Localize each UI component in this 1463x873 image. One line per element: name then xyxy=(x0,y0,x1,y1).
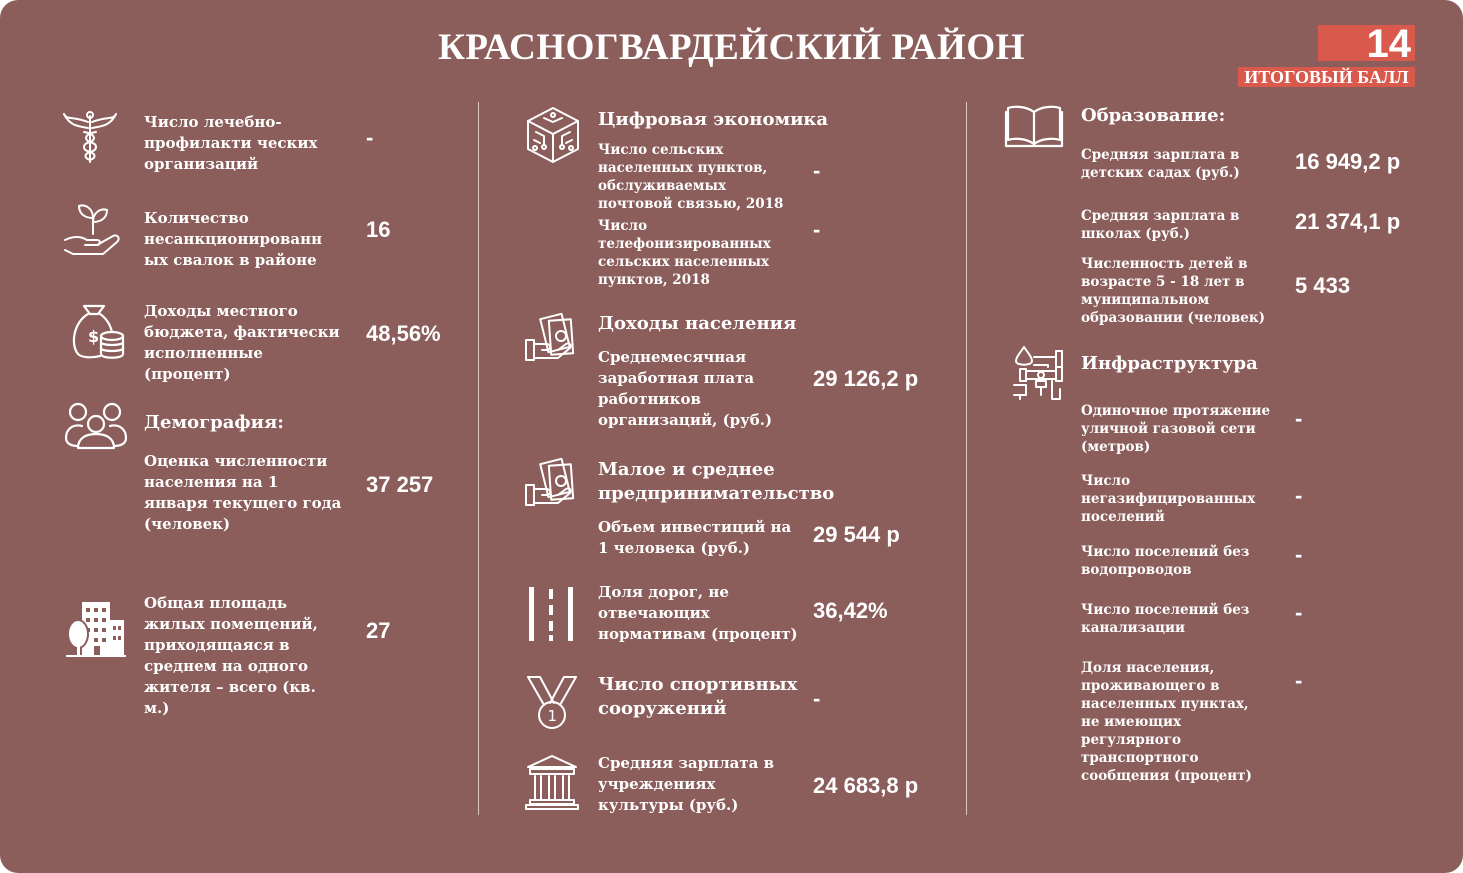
dumps-value: 16 xyxy=(366,217,391,242)
column-divider xyxy=(966,102,967,815)
digital-economy-heading: Цифровая экономика xyxy=(598,109,829,130)
buildings-icon xyxy=(66,598,126,658)
culture-salary-value: 24 683,8 р xyxy=(813,773,919,798)
no-water-label: Число поселений без водопроводов xyxy=(1081,544,1250,578)
housing-label: Общая площадь жилых помещений, приходящаяся в среднем на одного жителя – всего (кв. м.) xyxy=(144,594,318,717)
children-count-value: 5 433 xyxy=(1295,273,1351,298)
children-count-label: Численность детей в возрасте 5 - 18 лет в муниципальном образовании (человек) xyxy=(1081,256,1266,326)
money-bag-icon xyxy=(68,300,126,362)
avg-salary-label: Среднемесячная заработная плата работников организаций, (руб.) xyxy=(598,348,773,429)
demography-heading: Демография: xyxy=(144,412,284,433)
culture-salary-label: Средняя зарплата в учреждениях культуры (руб.) xyxy=(598,754,775,814)
postal-villages-value: - xyxy=(813,158,821,183)
budget-value: 48,56% xyxy=(366,321,441,346)
dumps-label: Количество несанкционированн ых свалок в районе xyxy=(144,209,323,269)
income-heading: Доходы населения xyxy=(598,313,797,334)
sports-heading: Число спортивных сооружений xyxy=(598,674,798,719)
medical-orgs-value: - xyxy=(366,125,374,150)
pipes-icon xyxy=(1012,345,1066,401)
school-salary-value: 21 374,1 р xyxy=(1295,209,1401,234)
kindergarten-salary-value: 16 949,2 р xyxy=(1295,149,1401,174)
education-heading: Образование: xyxy=(1081,105,1226,126)
budget-label: Доходы местного бюджета, фактически исполненные (процент) xyxy=(144,302,340,383)
no-transport-label: Доля населения, проживающего в населенных пунктах, не имеющих регулярного транспортного сообщения (процент) xyxy=(1081,660,1252,784)
ungasified-value: - xyxy=(1295,483,1303,508)
museum-icon xyxy=(524,753,580,811)
svg-text:$: $ xyxy=(88,327,100,346)
housing-value: 27 xyxy=(366,618,391,643)
total-score-label: ИТОГОВЫЙ БАЛЛ xyxy=(1238,67,1415,87)
sports-value: - xyxy=(813,686,821,711)
open-book-icon xyxy=(1004,104,1064,148)
roads-value: 36,42% xyxy=(813,598,888,623)
roads-label: Доля дорог, не отвечающих нормативам (процент) xyxy=(598,583,798,643)
gas-network-label: Одиночное протяжение уличной газовой сети (метров) xyxy=(1081,403,1271,455)
no-sewage-label: Число поселений без канализации xyxy=(1081,602,1250,636)
phone-villages-value: - xyxy=(813,217,821,242)
business-heading: Малое и среднее предпринимательство xyxy=(598,459,835,504)
no-transport-value: - xyxy=(1295,668,1303,693)
phone-villages-label: Число телефонизированных сельских населенных пунктов, 2018 xyxy=(598,218,771,288)
ungasified-label: Число негазифицированных поселений xyxy=(1081,473,1256,525)
infrastructure-heading: Инфраструктура xyxy=(1081,353,1258,374)
medical-orgs-label: Число лечебно-профилакти ческих организаций xyxy=(144,113,318,173)
cash-hand-icon xyxy=(524,457,578,509)
kindergarten-salary-label: Средняя зарплата в детских садах (руб.) xyxy=(1081,147,1240,181)
total-score-value: 14 xyxy=(1318,25,1415,61)
circuit-cube-icon xyxy=(526,106,580,164)
no-sewage-value: - xyxy=(1295,600,1303,625)
medal-icon xyxy=(524,673,580,731)
page-title: КРАСНОГВАРДЕЙСКИЙ РАЙОН xyxy=(438,27,1025,68)
no-water-value: - xyxy=(1295,542,1303,567)
investment-value: 29 544 р xyxy=(813,522,900,547)
caduceus-icon xyxy=(62,110,118,164)
svg-text:1: 1 xyxy=(547,707,558,725)
avg-salary-value: 29 126,2 р xyxy=(813,366,919,391)
school-salary-label: Средняя зарплата в школах (руб.) xyxy=(1081,208,1240,242)
column-divider xyxy=(478,102,479,815)
population-value: 37 257 xyxy=(366,472,434,497)
postal-villages-label: Число сельских населенных пунктов, обслуживаемых почтовой связью, 2018 xyxy=(598,142,784,212)
investment-label: Объем инвестиций на 1 человека (руб.) xyxy=(598,518,792,557)
sprout-hand-icon xyxy=(63,200,125,260)
cash-hand-icon xyxy=(524,312,578,364)
population-label: Оценка численности населения на 1 января текущего года (человек) xyxy=(144,452,342,533)
gas-network-value: - xyxy=(1295,406,1303,431)
people-group-icon xyxy=(64,400,128,452)
road-icon xyxy=(527,585,575,643)
